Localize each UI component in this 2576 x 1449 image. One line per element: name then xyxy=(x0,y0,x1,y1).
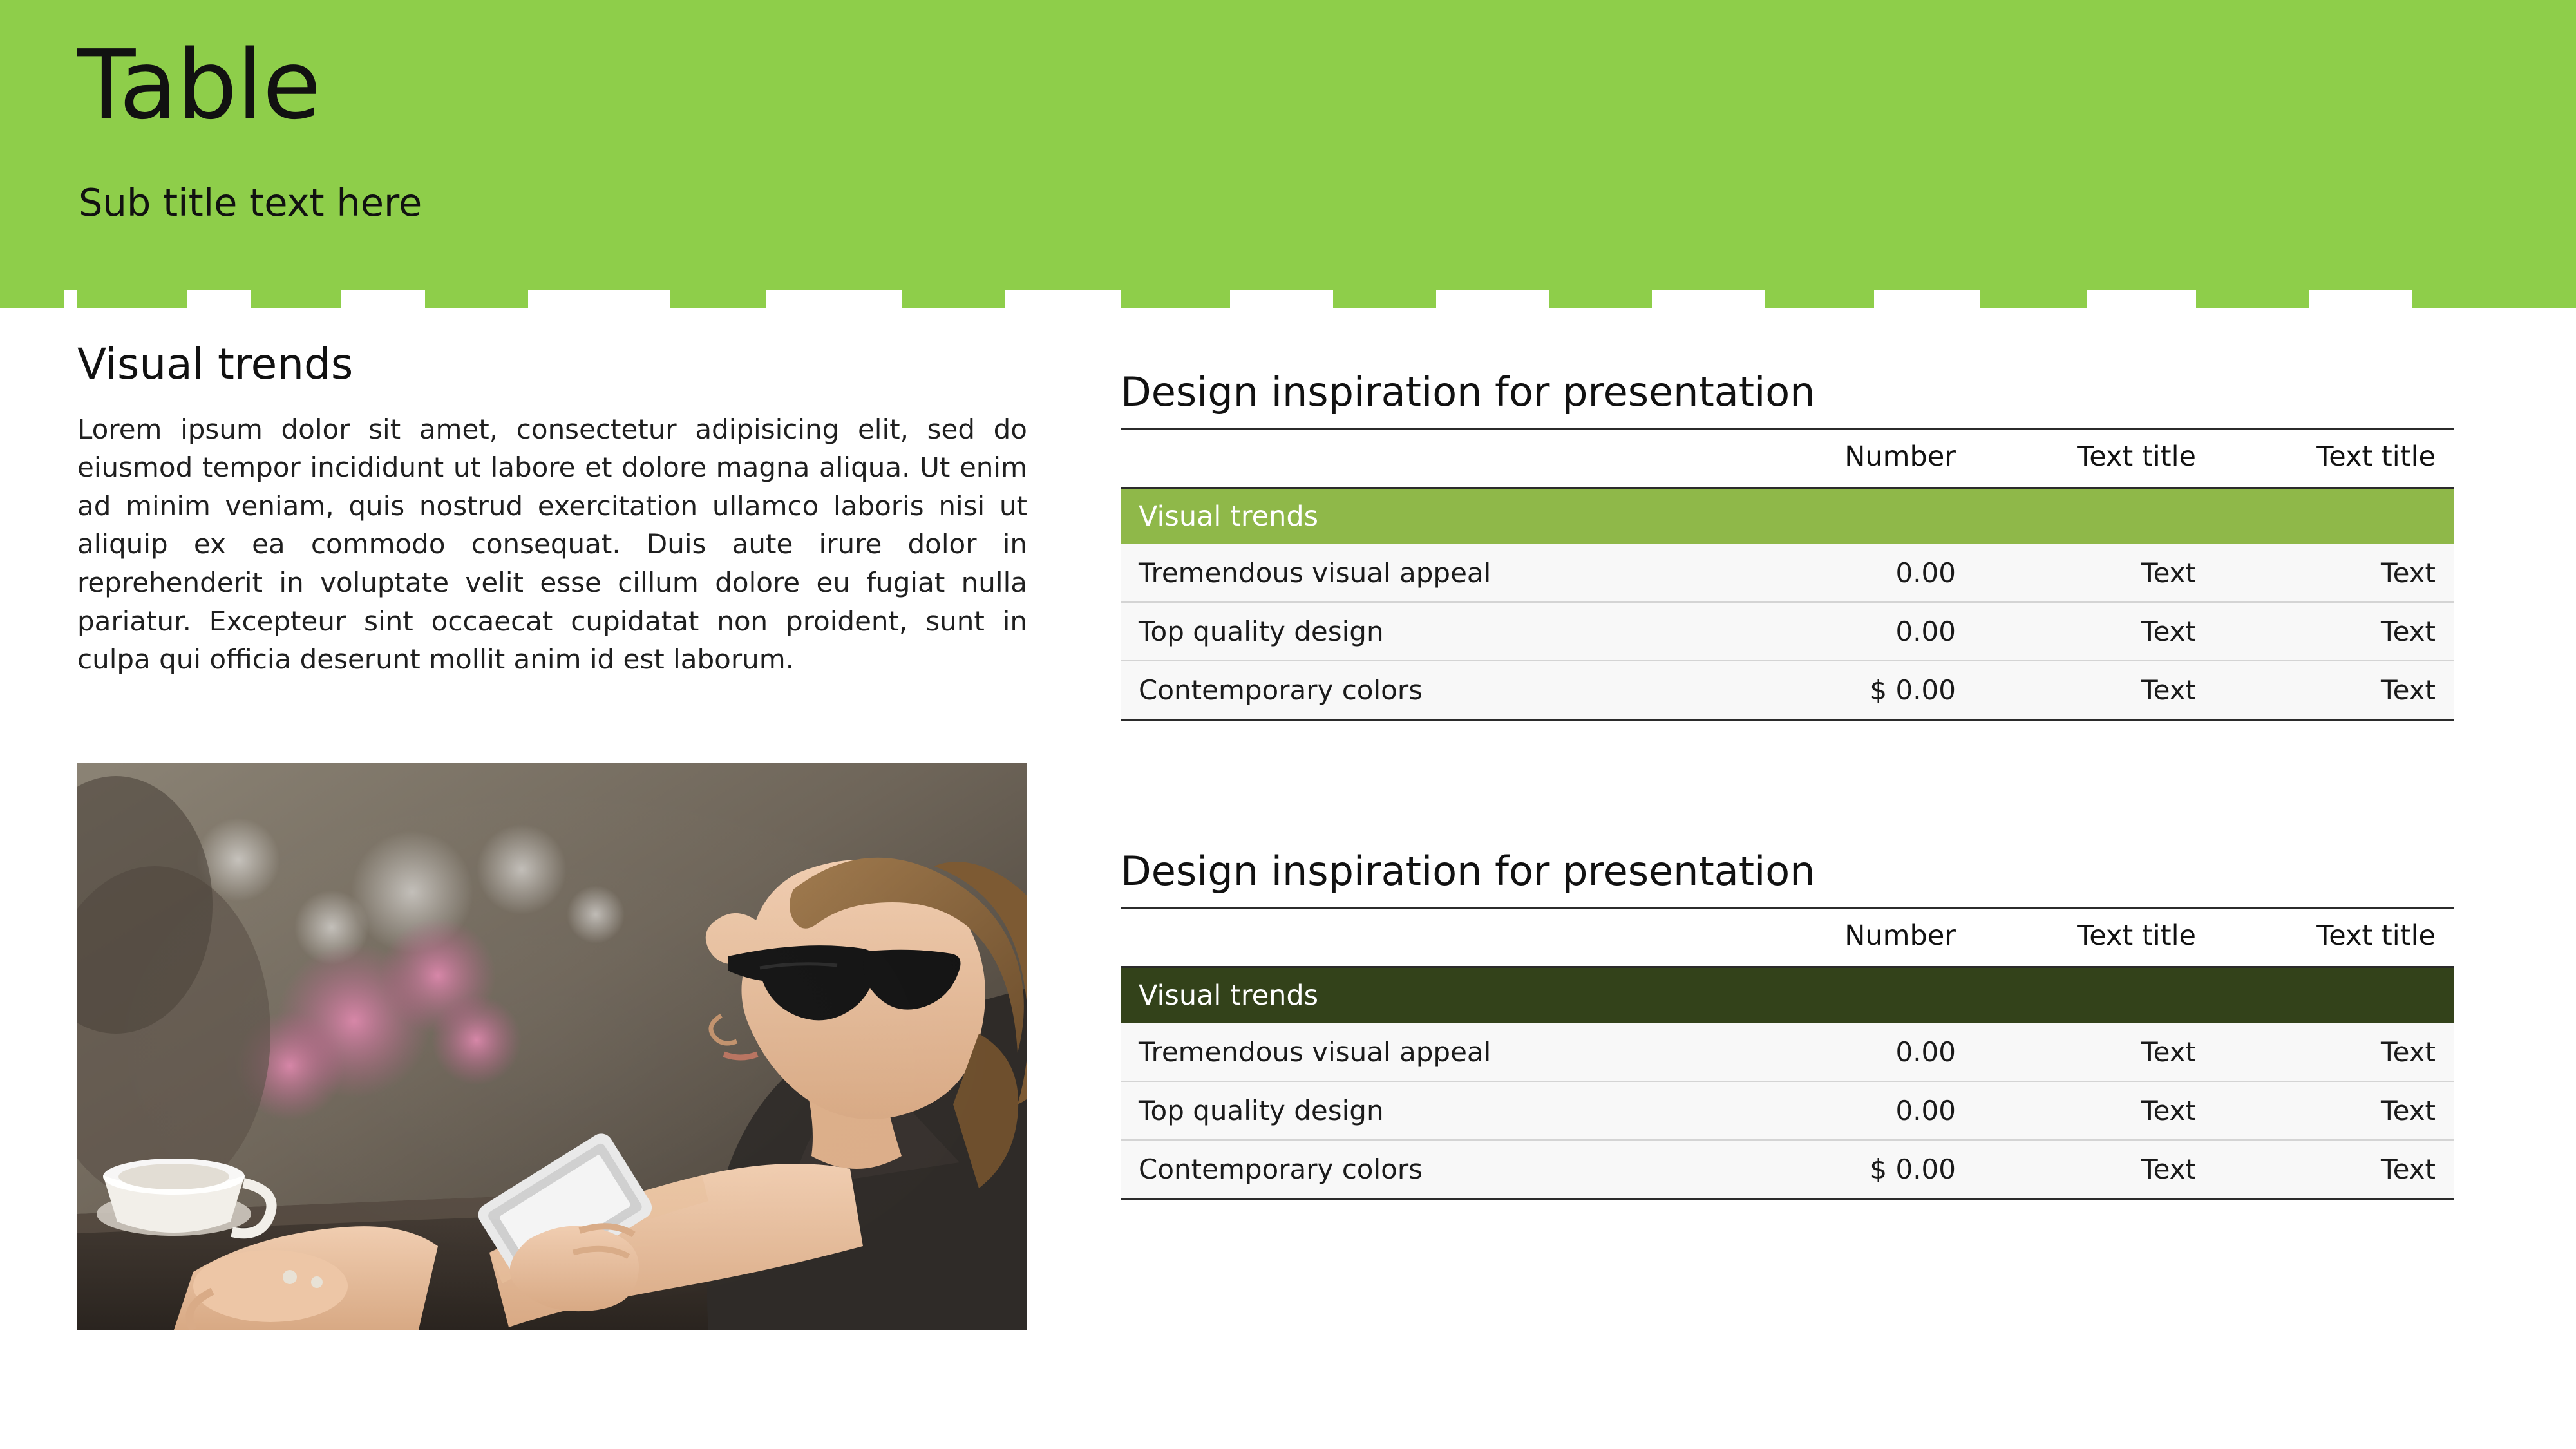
table-row xyxy=(1121,1023,2454,1081)
fringe-tab-7 xyxy=(1333,290,1436,308)
table-1-band-row xyxy=(1121,488,2454,545)
table-2-band-label: Visual trends xyxy=(1121,967,2454,1024)
table-row xyxy=(1121,1140,2454,1199)
table-1-r1-label: Top quality design xyxy=(1121,602,1734,661)
table-row xyxy=(1121,602,2454,661)
table-1-r1-text2: Text xyxy=(2214,602,2454,661)
table-1-r0-text2: Text xyxy=(2214,544,2454,602)
fringe-tab-5 xyxy=(902,290,1005,308)
table-1-col-0 xyxy=(1121,430,1734,488)
section-heading: Visual trends xyxy=(77,339,354,389)
fringe-tab-9 xyxy=(1765,290,1874,308)
table-1-r0-text1: Text xyxy=(1974,544,2214,602)
banner-fringe xyxy=(0,290,2576,308)
table-1-col-2: Text title xyxy=(1974,430,2214,488)
table-1-col-1: Number xyxy=(1734,430,1974,488)
table-1-r2-label: Contemporary colors xyxy=(1121,661,1734,720)
fringe-tab-2 xyxy=(251,290,341,308)
table-2-r2-text2: Text xyxy=(2214,1140,2454,1199)
table-1-r2-text1: Text xyxy=(1974,661,2214,720)
table-2-r1-number: 0.00 xyxy=(1734,1081,1974,1140)
table-2 xyxy=(1121,907,2454,1200)
table-2-r0-text2: Text xyxy=(2214,1023,2454,1081)
fringe-tab-10 xyxy=(1980,290,2087,308)
table-2-r1-text1: Text xyxy=(1974,1081,2214,1140)
fringe-tab-12 xyxy=(2412,290,2576,308)
fringe-tab-4 xyxy=(670,290,766,308)
table-2-col-0 xyxy=(1121,909,1734,967)
table-2-r0-label: Tremendous visual appeal xyxy=(1121,1023,1734,1081)
body-paragraph: Lorem ipsum dolor sit amet, consectetur adipisicing elit, sed do eiusmod tempor incididunt ut labore et dolore magna aliqua. Ut enim ad minim veniam, quis nostrud exercitation ullamco laboris nisi ut aliquip ex ea commodo consequat. Duis aute irure dolor in reprehenderit in voluptate velit esse cillum dolore eu fugiat nulla pariatur. Excepteur sint occaecat cupidatat non proident, sunt in culpa qui officia deserunt mollit anim id est laborum. xyxy=(77,413,1027,676)
header-banner xyxy=(0,0,2576,290)
fringe-tab-0 xyxy=(0,290,64,308)
right-column xyxy=(1121,370,2454,1200)
table-1-r0-label: Tremendous visual appeal xyxy=(1121,544,1734,602)
fringe-tab-11 xyxy=(2196,290,2309,308)
table-row xyxy=(1121,661,2454,720)
page-subtitle: Sub title text here xyxy=(79,180,422,225)
table-block-2 xyxy=(1121,849,2454,1200)
table-block-1 xyxy=(1121,370,2454,721)
table-2-title: Design inspiration for presentation xyxy=(1121,848,1815,895)
table-2-col-1: Number xyxy=(1734,909,1974,967)
table-2-r0-text1: Text xyxy=(1974,1023,2214,1081)
table-2-r0-number: 0.00 xyxy=(1734,1023,1974,1081)
table-2-header-row xyxy=(1121,909,2454,967)
photo-woman-with-smartphone xyxy=(77,763,1027,1330)
table-1-r2-text2: Text xyxy=(2214,661,2454,720)
table-1-r0-number: 0.00 xyxy=(1734,544,1974,602)
page-title: Table xyxy=(77,30,321,140)
table-1-r1-number: 0.00 xyxy=(1734,602,1974,661)
table-2-r1-text2: Text xyxy=(2214,1081,2454,1140)
fringe-tab-1 xyxy=(77,290,187,308)
fringe-tab-6 xyxy=(1121,290,1230,308)
table-row xyxy=(1121,1081,2454,1140)
table-1-header-row xyxy=(1121,430,2454,488)
table-2-band-row xyxy=(1121,967,2454,1024)
table-1-band-label: Visual trends xyxy=(1121,488,2454,545)
table-2-r2-label: Contemporary colors xyxy=(1121,1140,1734,1199)
table-row xyxy=(1121,544,2454,602)
table-1 xyxy=(1121,428,2454,721)
photo-illustration xyxy=(77,763,1027,1330)
left-column xyxy=(77,341,1027,679)
fringe-tab-8 xyxy=(1549,290,1652,308)
table-2-col-3: Text title xyxy=(2214,909,2454,967)
table-1-title: Design inspiration for presentation xyxy=(1121,368,1815,415)
table-1-r2-number: $ 0.00 xyxy=(1734,661,1974,720)
table-1-r1-text1: Text xyxy=(1974,602,2214,661)
table-2-col-2: Text title xyxy=(1974,909,2214,967)
fringe-tab-3 xyxy=(425,290,528,308)
table-2-r2-text1: Text xyxy=(1974,1140,2214,1199)
table-2-r2-number: $ 0.00 xyxy=(1734,1140,1974,1199)
table-2-r1-label: Top quality design xyxy=(1121,1081,1734,1140)
table-1-col-3: Text title xyxy=(2214,430,2454,488)
